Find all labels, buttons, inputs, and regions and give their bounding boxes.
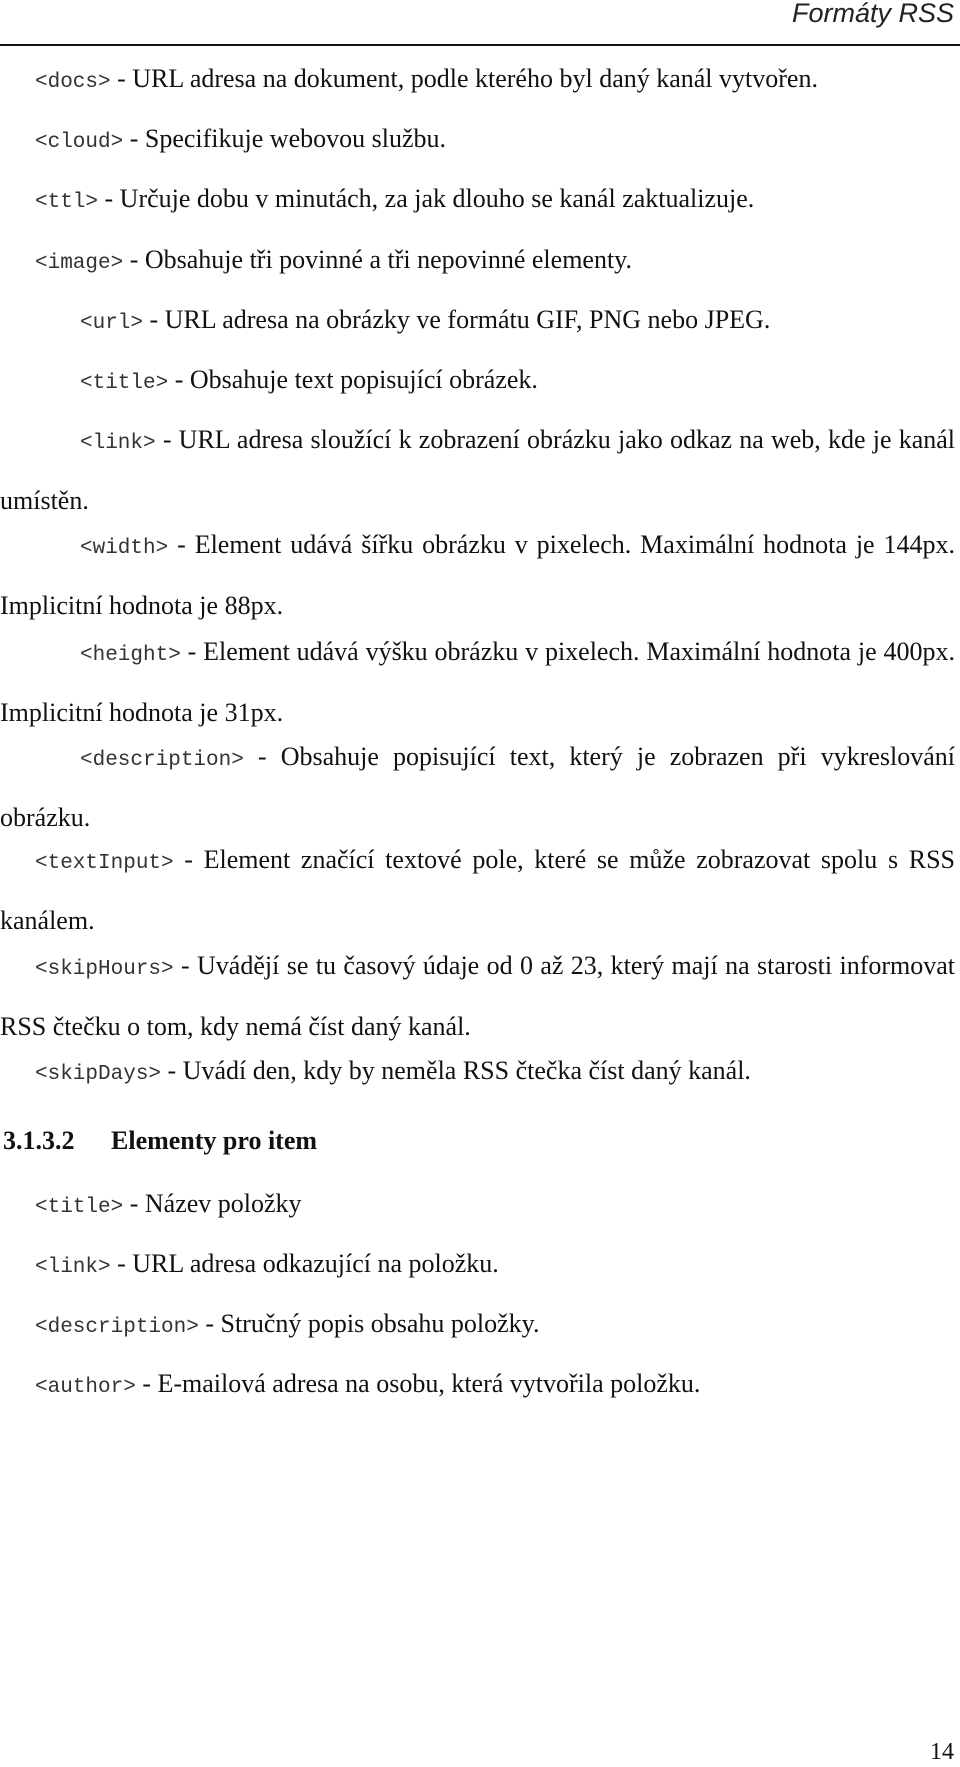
element-tag: <ttl> xyxy=(35,191,99,214)
element-docs xyxy=(0,50,960,111)
element-description: - URL adresa na dokument, podle kterého byl daný kanál vytvořen. xyxy=(110,64,818,93)
element-image xyxy=(0,231,960,292)
element-tag: <cloud> xyxy=(35,131,124,154)
item-element-author xyxy=(0,1355,960,1416)
element-description: - Element udává šířku obrázku v pixelech. Maximální hodnota je 144px. Implicitní hodnota je 88px. xyxy=(0,530,955,620)
element-tag: <description> xyxy=(80,749,244,772)
element-cloud xyxy=(0,110,960,171)
element-tag: <docs> xyxy=(35,71,111,94)
element-description: - Uvádějí se tu časový údaje od 0 až 23, který mají na starosti informovat RSS čtečku o tom, kdy nemá číst daný kanál. xyxy=(0,951,955,1041)
section-number: 3.1.3.2 xyxy=(3,1126,75,1155)
element-description: - Uvádí den, kdy by neměla RSS čtečka číst daný kanál. xyxy=(161,1056,751,1085)
element-tag: <height> xyxy=(80,644,181,667)
element-tag: <title> xyxy=(80,372,169,395)
element-textinput xyxy=(0,831,955,949)
item-element-link xyxy=(0,1235,960,1296)
element-description: - Určuje dobu v minutách, za jak dlouho se kanál zaktualizuje. xyxy=(98,184,755,213)
element-tag: <image> xyxy=(35,252,124,275)
section-title: Elementy pro item xyxy=(111,1126,318,1155)
section-heading xyxy=(3,1121,317,1161)
element-description: - E-mailová adresa na osobu, která vytvořila položku. xyxy=(135,1369,701,1398)
element-tag: <textInput> xyxy=(35,852,174,875)
item-element-title xyxy=(0,1175,960,1236)
element-description: - Název položky xyxy=(123,1189,302,1218)
page-number: 14 xyxy=(930,1739,954,1765)
element-skipdays xyxy=(0,1042,960,1103)
element-tag: <url> xyxy=(80,312,144,335)
element-height xyxy=(0,623,955,741)
element-description: - Obsahuje tři povinné a tři nepovinné elementy. xyxy=(123,245,632,274)
element-tag: <width> xyxy=(80,537,169,560)
element-tag: <author> xyxy=(35,1376,136,1399)
element-tag: <description> xyxy=(35,1316,199,1339)
element-description: - Element značící textové pole, které se může zobrazovat spolu s RSS kanálem. xyxy=(0,845,955,935)
element-image-title xyxy=(0,351,960,412)
element-description: - Obsahuje popisující text, který je zobrazen při vykreslování obrázku. xyxy=(0,742,955,832)
element-tag: <link> xyxy=(80,432,156,455)
element-url xyxy=(0,291,960,352)
element-description: - Specifikuje webovou službu. xyxy=(123,124,446,153)
element-description: - URL adresa na obrázky ve formátu GIF, PNG nebo JPEG. xyxy=(143,305,771,334)
element-width xyxy=(0,516,955,634)
element-tag: <skipDays> xyxy=(35,1063,162,1086)
element-description: - URL adresa odkazující na položku. xyxy=(110,1249,499,1278)
header-rule xyxy=(0,44,960,46)
element-description: - URL adresa sloužící k zobrazení obrázku jako odkaz na web, kde je kanál umístěn. xyxy=(0,425,955,515)
element-description: - Element udává výšku obrázku v pixelech. Maximální hodnota je 400px. Implicitní hodnota je 31px. xyxy=(0,637,955,727)
running-header-title: Formáty RSS xyxy=(791,0,954,28)
element-tag: <skipHours> xyxy=(35,958,174,981)
element-tag: <link> xyxy=(35,1256,111,1279)
element-image-description xyxy=(0,728,955,846)
element-description: - Obsahuje text popisující obrázek. xyxy=(168,365,538,394)
element-image-link xyxy=(0,411,955,529)
element-description: - Stručný popis obsahu položky. xyxy=(198,1309,540,1338)
element-ttl xyxy=(0,170,960,231)
item-element-description xyxy=(0,1295,960,1356)
element-tag: <title> xyxy=(35,1196,124,1219)
element-skiphours xyxy=(0,937,955,1055)
